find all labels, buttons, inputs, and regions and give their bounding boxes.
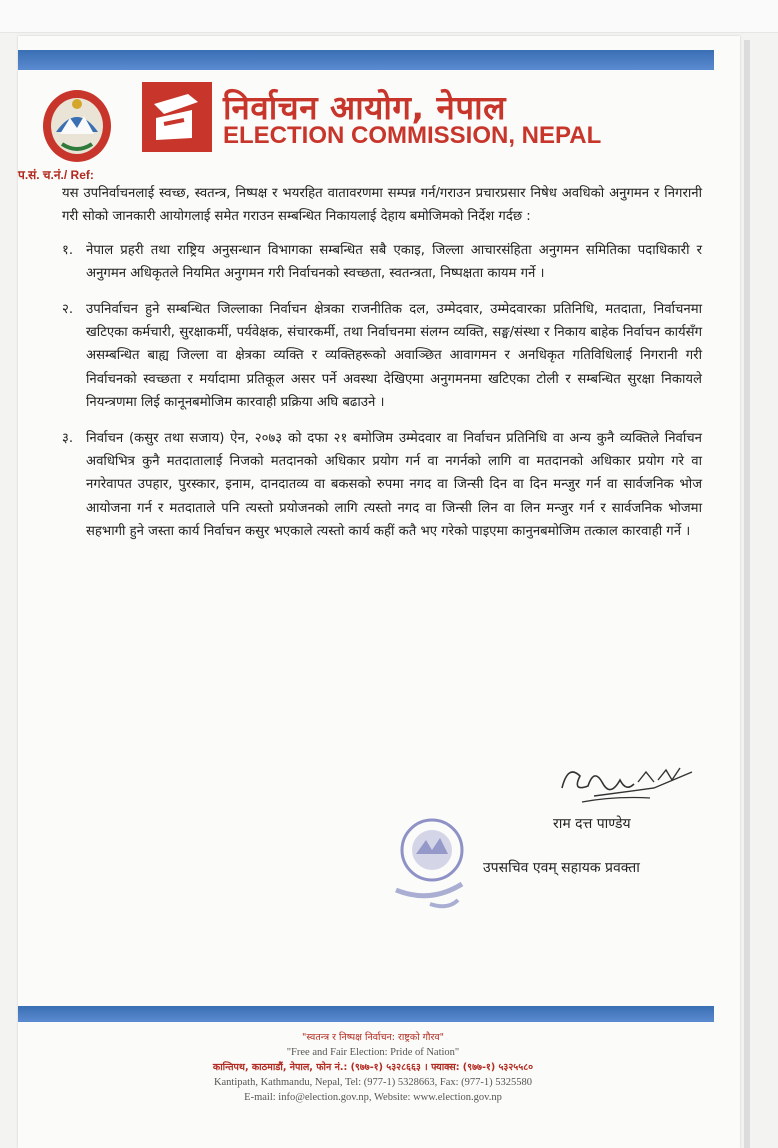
org-title-nepali: निर्वाचन आयोग, नेपाल (223, 88, 507, 127)
election-commission-logo (142, 82, 212, 152)
address-nepali: कान्तिपथ, काठमाडौं, नेपाल, फोन नं.: (९७७-१) ५३२८६६३ । फ्याक्स: (९७७-१) ५३२५५८० (212, 1062, 534, 1073)
letter-page (18, 36, 740, 1148)
item-number: ३. (62, 430, 74, 446)
item-text: उपनिर्वाचन हुने सम्बन्धित जिल्लाका निर्वाचन क्षेत्रका राजनीतिक दल, उम्मेदवार, उम्मेदवारका प्रतिनिधि, मतदाता, निर्वाचनमा खटिएका कर्मचारी, सुरक्षाकर्मी, पर्यवेक्षक, संचारकर्मी, तथा निर्वाचनमा संलग्न व्यक्ति, सङ्घ/संस्था र निकाय बाहेक निर्वाचन कार्यसँग असम्बन्धित बाह्य जिल्ला वा क्षेत्रका व्यक्ति र व्यक्तिहरूको अवाञ्छित आवागमन र अनधिकृत गतिविधिलाई निगरानी गरी निर्वाचनको स्वच्छता र मर्यादामा प्रतिकूल असर पर्ने अवस्था देखिएमा अनुगमनमा खटिएका टोली र सम्बन्धित सुरक्षा निकायले नियन्त्रणमा लिई कानूनबमोजिम कारवाही प्रक्रिया अघि बढाउने । (86, 301, 702, 411)
letter-footer (98, 1030, 648, 1105)
org-title-english: ELECTION COMMISSION, NEPAL (223, 122, 602, 149)
header-band (18, 50, 714, 70)
letter-body (62, 182, 702, 556)
directive-item (62, 427, 702, 544)
official-seal-icon (390, 812, 486, 916)
signatory-title: उपसचिव एवम् सहायक प्रवक्ता (483, 860, 640, 876)
item-text: नेपाल प्रहरी तथा राष्ट्रिय अनुसन्धान विभागका सम्बन्धित सबै एकाइ, जिल्ला आचारसंहिता अनुगमन समितिका पदाधिकारी र अनुगमन अधिकृतले नियमित अनुगमन गरी निर्वाचनको स्वच्छता, स्वतन्त्रता, निष्पक्षता कायम गर्ने । (86, 242, 702, 282)
motto-english: "Free and Fair Election: Pride of Nation" (286, 1047, 460, 1058)
item-text: निर्वाचन (कसुर तथा सजाय) ऐन, २०७३ को दफा २१ बमोजिम उम्मेदवार वा निर्वाचन प्रतिनिधि वा अन्य कुनै व्यक्तिले निर्वाचन अवधिभित्र कुनै मतदातालाई निजको मतदानको अधिकार प्रयोग गर्न वा नगर्नको लागि वा मतदानको अधिकार प्रयोग गरे वा नगरेवापत उपहार, पुरस्कार, इनाम, दानदातव्य वा बकसको रुपमा नगद वा जिन्सी दिन वा दिन मन्जुर गर्न वा सार्वजनिक भोज आयोजना गर्न र मतदाताले पनि त्यस्तो प्रयोजनको लागि त्यस्तो नगद वा जिन्सी लिन वा लिन मन्जुर गर्न र सार्वजनिक भोजमा सहभागी हुने जस्ता कार्य निर्वाचन कसुर भएकाले त्यस्तो कार्य कहीं कतै भए गरेको पाइएमा कानुनबमोजिम तत्काल कारवाही गर्ने । (86, 430, 702, 540)
handwritten-signature (554, 758, 704, 806)
footer-band (18, 1006, 714, 1022)
signatory-name: राम दत्त पाण्डेय (553, 816, 631, 832)
motto-nepali: "स्वतन्त्र र निष्पक्ष निर्वाचन: राष्ट्रको गौरव" (301, 1032, 445, 1043)
address-english: Kantipath, Kathmandu, Nepal, Tel: (977-1) 5328663, Fax: (977-1) 5325580 (213, 1077, 533, 1088)
top-strip (0, 0, 778, 33)
intro-paragraph: यस उपनिर्वाचनलाई स्वच्छ, स्वतन्त्र, निष्पक्ष र भयरहित वातावरणमा सम्पन्न गर्न/गराउन प्रचारप्रसार निषेध अवधिको अनुगमन र निगरानी गरी सोको जानकारी आयोगलाई समेत गराउन सम्बन्धित निकायलाई देहाय बमोजिमको निर्देश गर्दछ : (62, 186, 702, 225)
nepal-emblem-icon (40, 82, 114, 164)
directive-item (62, 239, 702, 286)
ref-label: प.सं. च.नं./ Ref: (18, 168, 94, 182)
contact-line: E-mail: info@election.gov.np, Website: www.election.gov.np (244, 1092, 502, 1103)
directive-item (62, 298, 702, 415)
item-number: १. (62, 242, 74, 258)
item-number: २. (62, 301, 74, 317)
page-edge (744, 40, 750, 1148)
